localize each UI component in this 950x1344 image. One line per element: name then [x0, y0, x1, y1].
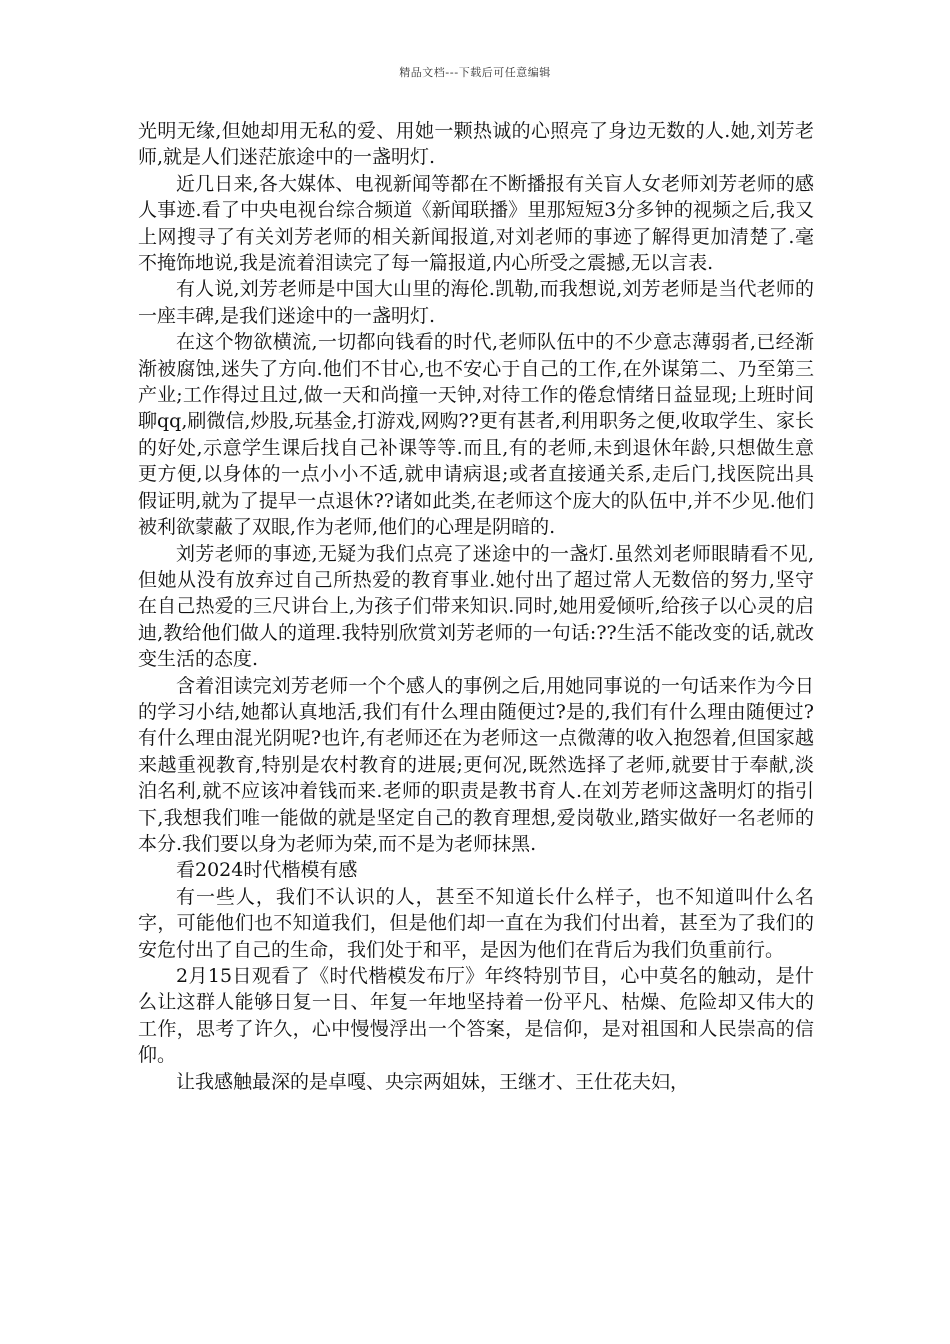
- document-body: [138, 118, 814, 1095]
- section-paragraph-2: 2月15日观看了《时代楷模发布厅》年终特别节目，心中莫名的触动，是什么让这群人能够日复一日、年复一年地坚持着一份平凡、枯燥、危险却又伟大的工作，思考了许久，心中慢慢浮出一个答案，是信仰，是对祖国和人民崇高的信仰。: [138, 965, 814, 1067]
- section-paragraph-1: 有一些人，我们不认识的人，甚至不知道长什么样子，也不知道叫什么名字，可能他们也不知道我们，但是他们却一直在为我们付出着，甚至为了我们的安危付出了自己的生命，我们处于和平，是因为他们在背后为我们负重前行。: [138, 885, 814, 961]
- paragraph-4: 在这个物欲横流,一切都向钱看的时代,老师队伍中的不少意志薄弱者,已经渐渐被腐蚀,迷失了方向.他们不甘心,也不安心于自己的工作,在外谋第二、乃至第三产业;工作得过且过,做一天和尚撞一天钟,对待工作的倦怠情绪日益显现;上班时间聊qq,刷微信,炒股,玩基金,打游戏,网购??更有甚者,利用职务之便,收取学生、家长的好处,示意学生课后找自己补课等等.而且,有的老师,未到退休年龄,只想做生意更方便,以身体的一点小小不适,就申请病退;或者直接通关系,走后门,找医院出具假证明,就为了提早一点退休??诸如此类,在老师这个庞大的队伍中,并不少见.他们被利欲蒙蔽了双眼,作为老师,他们的心理是阴暗的.: [138, 331, 814, 539]
- paragraph-5: 刘芳老师的事迹,无疑为我们点亮了迷途中的一盏灯.虽然刘老师眼睛看不见,但她从没有放弃过自己所热爱的教育事业.她付出了超过常人无数倍的努力,坚守在自己热爱的三尺讲台上,为孩子们带来知识.同时,她用爱倾听,给孩子以心灵的启迪,教给他们做人的道理.我特别欣赏刘芳老师的一句话:??生活不能改变的话,就改变生活的态度.: [138, 542, 814, 671]
- paragraph-2: 近几日来,各大媒体、电视新闻等都在不断播报有关盲人女老师刘芳老师的感人事迹.看了中央电视台综合频道《新闻联播》里那短短3分多钟的视频之后,我又上网搜寻了有关刘芳老师的相关新闻报道,对刘老师的事迹了解得更加清楚了.毫不掩饰地说,我是流着泪读完了每一篇报道,内心所受之震撼,无以言表.: [138, 172, 814, 275]
- section-paragraph-3: 让我感触最深的是卓嘎、央宗两姐妹，王继才、王仕花夫妇，: [176, 1070, 690, 1093]
- page-header: 精品文档---下载后可任意编辑: [399, 66, 551, 79]
- section-title: 看2024时代楷模有感: [176, 859, 358, 882]
- paragraph-6: 含着泪读完刘芳老师一个个感人的事例之后,用她同事说的一句话来作为今日的学习小结,她都认真地活,我们有什么理由随便过?是的,我们有什么理由随便过?有什么理由混光阴呢?也许,有老师还在为老师这一点微薄的收入抱怨着,但国家越来越重视教育,特别是农村教育的进展;更何况,既然选择了老师,就要甘于奉献,淡泊名利,就不应该冲着钱而来.老师的职责是教书育人.在刘芳老师这盏明灯的指引下,我想我们唯一能做的就是坚定自己的教育理想,爱岗敬业,踏实做好一名老师的本分.我们要以身为老师为荣,而不是为老师抹黑.: [138, 674, 814, 855]
- paragraph-3: 有人说,刘芳老师是中国大山里的海伦.凯勒,而我想说,刘芳老师是当代老师的一座丰碑,是我们迷途中的一盏明灯.: [138, 278, 814, 327]
- paragraph-1: 光明无缘,但她却用无私的爱、用她一颗热诚的心照亮了身边无数的人.她,刘芳老师,就是人们迷茫旅途中的一盏明灯.: [138, 120, 814, 169]
